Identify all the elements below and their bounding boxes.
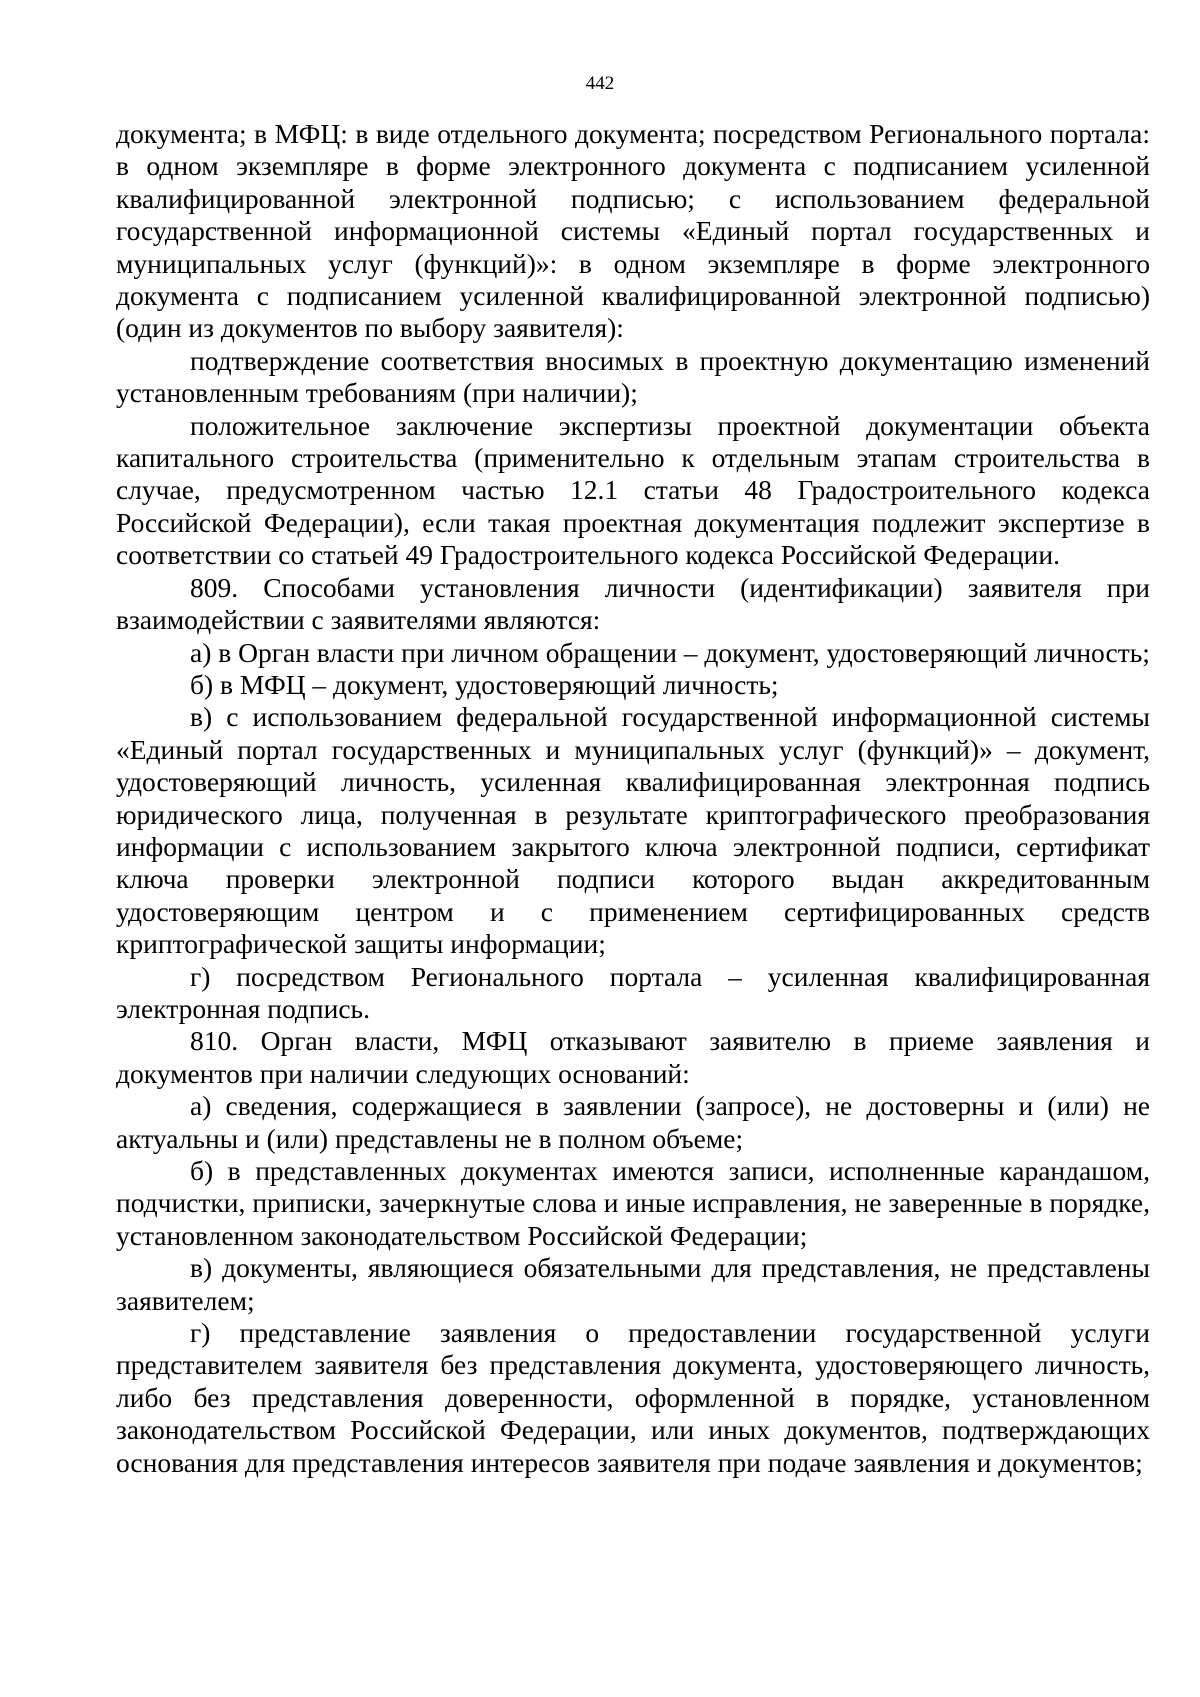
paragraph-809-identification: 809. Способами установления личности (идентификации) заявителя при взаимодействии с заявителями являются: bbox=[116, 571, 1150, 636]
paragraph-809-v: в) с использованием федеральной государственной информационной системы «Единый портал государственных и муниципальных услуг (функций)» – документ, удостоверяющий личность, усиленная квалифицированная электронная подпись юридического лица, полученная в результате криптографического преобразования информации с использованием закрытого ключа электронной подписи, сертификат ключа проверки электронной подписи которого выдан аккредитованным удостоверяющим центром и с применением сертифицированных средств криптографической защиты информации; bbox=[116, 701, 1150, 960]
paragraph-810-b: б) в представленных документах имеются записи, исполненные карандашом, подчистки, приписки, зачеркнутые слова и иные исправления, не заверенные в порядке, установленном законодательством Российской Федерации; bbox=[116, 1155, 1150, 1251]
paragraph-810-v: в) документы, являющиеся обязательными для представления, не представлены заявителем; bbox=[116, 1252, 1150, 1316]
paragraph-confirmation-compliance: подтверждение соответствия вносимых в проектную документацию изменений установленным требованиям (при наличии); bbox=[116, 344, 1150, 409]
paragraph-810-g: г) представление заявления о предоставлении государственной услуги представителем заявителя без представления документа, удостоверяющего личность, либо без представления доверенности, оформленной в порядке, установленном законодательством Российской Федерации, или иных документов, подтверждающих основания для представления интересов заявителя при подаче заявления и документов; bbox=[116, 1317, 1150, 1478]
paragraph-810-refusal: 810. Орган власти, МФЦ отказывают заявителю в приеме заявления и документов при наличии следующих оснований: bbox=[116, 1025, 1150, 1089]
page-number: 442 bbox=[585, 73, 615, 94]
paragraph-809-g: г) посредством Регионального портала – усиленная квалифицированная электронная подпись. bbox=[116, 960, 1150, 1024]
document-body bbox=[116, 118, 1150, 1479]
paragraph-810-a: а) сведения, содержащиеся в заявлении (запросе), не достоверны и (или) не актуальны и (или) представлены не в полном объеме; bbox=[116, 1090, 1150, 1154]
paragraph-continuation: документа; в МФЦ: в виде отдельного документа; посредством Регионального портала: в одном экземпляре в форме электронного документа с подписанием усиленной квалифицированной электронной подписью; с использованием федеральной государственной информационной системы «Единый портал государственных и муниципальных услуг (функций)»: в одном экземпляре в форме электронного документа с подписанием усиленной квалифицированной электронной подписью) (один из документов по выбору заявителя): bbox=[116, 118, 1150, 344]
paragraph-809-b: б) в МФЦ – документ, удостоверяющий личность; bbox=[190, 668, 779, 700]
paragraph-809-a: а) в Орган власти при личном обращении – документ, удостоверяющий личность; bbox=[190, 636, 1150, 668]
paragraph-expert-conclusion: положительное заключение экспертизы проектной документации объекта капитального строительства (применительно к отдельным этапам строительства в случае, предусмотренном частью 12.1 статьи 48 Градостроительного кодекса Российской Федерации), если такая проектная документация подлежит экспертизе в соответствии со статьей 49 Градостроительного кодекса Российской Федерации. bbox=[116, 409, 1150, 571]
